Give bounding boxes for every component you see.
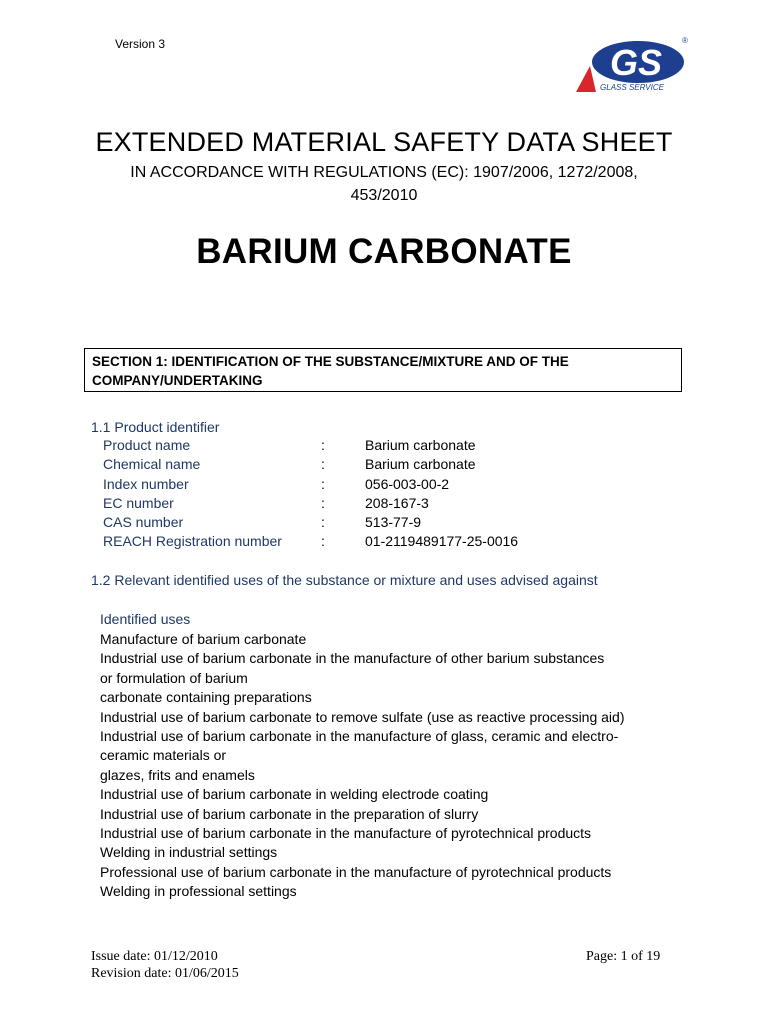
use-line: or formulation of barium xyxy=(100,669,248,686)
identifier-separator: : xyxy=(321,475,325,492)
identifier-separator: : xyxy=(321,456,325,473)
subtitle-line: 453/2010 xyxy=(350,187,418,204)
identified-uses-heading: Identified uses xyxy=(100,611,191,627)
use-line: Welding in industrial settings xyxy=(100,844,278,861)
identifier-value: 208-167-3 xyxy=(365,494,429,511)
use-line: carbonate containing preparations xyxy=(100,689,312,706)
identifier-value: 513-77-9 xyxy=(365,514,422,531)
identifier-label: EC number xyxy=(103,494,174,511)
logo-gs-text: GS xyxy=(609,42,663,83)
use-line: Industrial use of barium carbonate in welding electrode coating xyxy=(100,786,489,803)
use-line: glazes, frits and enamels xyxy=(100,766,255,783)
use-line: Industrial use of barium carbonate in the preparation of slurry xyxy=(100,805,479,822)
identifier-separator: : xyxy=(321,494,325,511)
use-line: Manufacture of barium carbonate xyxy=(100,631,307,647)
logo-registered-mark: ® xyxy=(682,36,688,45)
identifier-label: REACH Registration number xyxy=(103,533,282,550)
identifier-separator: : xyxy=(321,437,325,453)
logo-subtitle: GLASS SERVICE xyxy=(600,83,664,92)
identifier-separator: : xyxy=(321,514,325,531)
relevant-uses-heading: 1.2 Relevant identified uses of the substance or mixture and uses advised against xyxy=(91,572,598,588)
subtitle-line: IN ACCORDANCE WITH REGULATIONS (EC): 1907/2006, 1272/2008, xyxy=(130,164,638,181)
use-line: Industrial use of barium carbonate in the manufacture of other barium substances xyxy=(100,650,605,667)
identifier-label: Chemical name xyxy=(103,456,201,473)
identifier-separator: : xyxy=(321,533,325,550)
identifier-value: Barium carbonate xyxy=(365,437,476,453)
footer-dates xyxy=(91,948,239,982)
identified-uses-list xyxy=(100,630,690,902)
use-line: Industrial use of barium carbonate in the manufacture of pyrotechnical products xyxy=(100,825,592,842)
identifier-label: CAS number xyxy=(103,514,184,531)
use-line: Professional use of barium carbonate in the manufacture of pyrotechnical products xyxy=(100,863,612,880)
identifier-value: 056-003-00-2 xyxy=(365,475,450,492)
logo-red-wedge xyxy=(576,66,596,92)
identifier-value: 01-2119489177-25-0016 xyxy=(365,533,519,550)
revision-date: Revision date: 01/06/2015 xyxy=(91,966,239,981)
identifier-label: Index number xyxy=(103,475,189,492)
use-line: Industrial use of barium carbonate to remove sulfate (use as reactive processing aid) xyxy=(100,708,625,725)
version-label: Version 3 xyxy=(115,37,166,51)
use-line: Welding in professional settings xyxy=(100,883,297,900)
product-identifier-heading: 1.1 Product identifier xyxy=(91,419,220,435)
gs-glass-service-logo xyxy=(572,34,694,94)
document-title: EXTENDED MATERIAL SAFETY DATA SHEET xyxy=(95,127,673,157)
use-line: Industrial use of barium carbonate in the manufacture of glass, ceramic and electro- xyxy=(100,728,619,745)
identifier-value: Barium carbonate xyxy=(365,456,476,473)
section-heading-line: SECTION 1: IDENTIFICATION OF THE SUBSTANCE/MIXTURE AND OF THE xyxy=(92,354,569,369)
issue-date: Issue date: 01/12/2010 xyxy=(91,949,218,964)
section-1-heading-box xyxy=(84,348,682,392)
substance-name: BARIUM CARBONATE xyxy=(196,232,572,271)
identifier-label: Product name xyxy=(103,437,191,453)
use-line: ceramic materials or xyxy=(100,747,227,764)
regulations-subtitle xyxy=(0,161,768,207)
section-heading-line: COMPANY/UNDERTAKING xyxy=(92,373,263,388)
page-number: Page: 1 of 19 xyxy=(586,949,661,964)
